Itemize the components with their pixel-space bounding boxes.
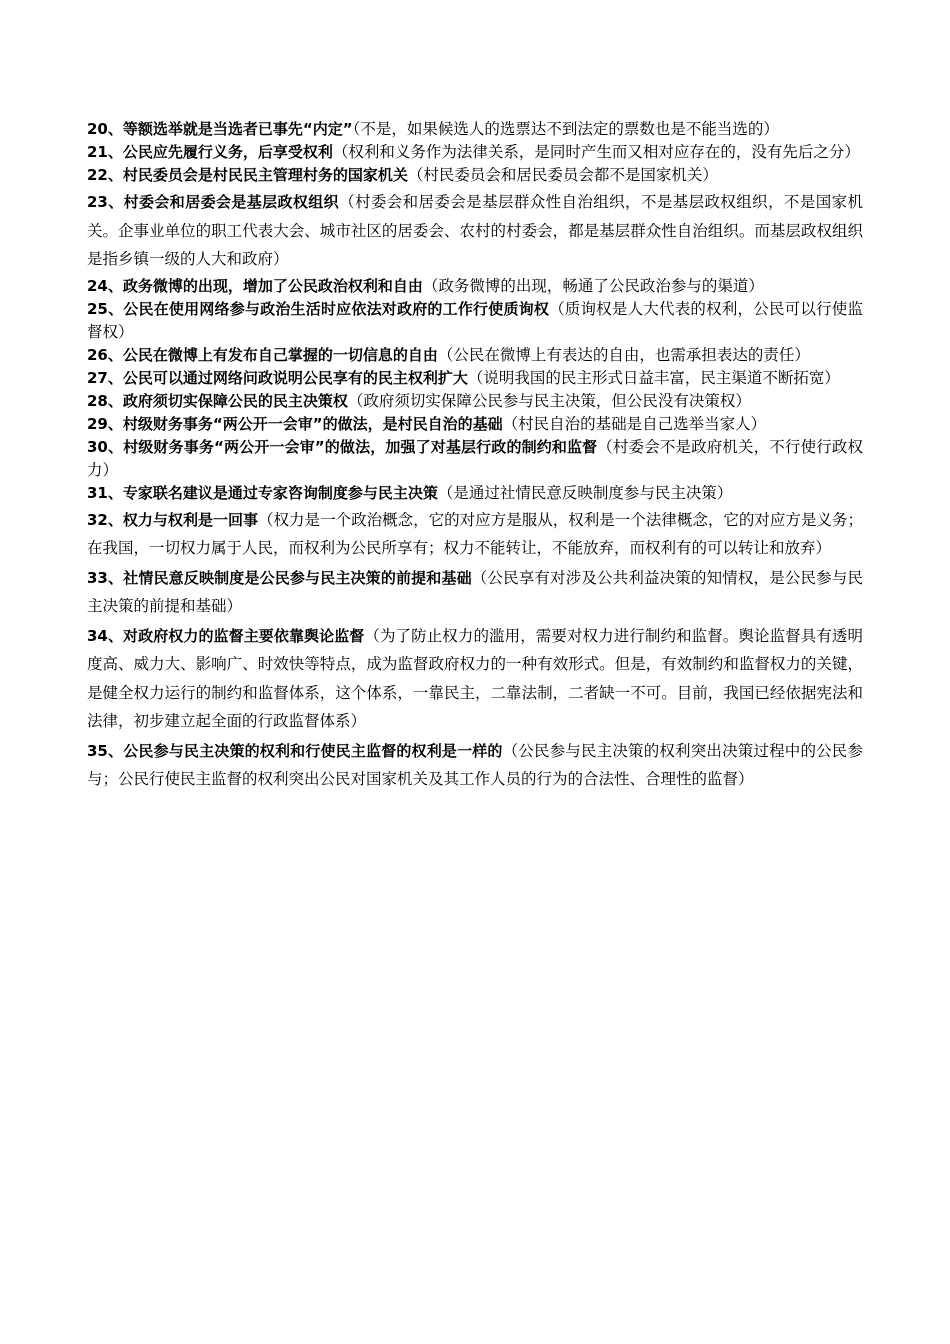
- explanation: （村委会不是政府机关，不行使行政权力）: [87, 437, 863, 479]
- document-body: [87, 118, 863, 795]
- explanation: （质询权是人大代表的权利，公民可以行使监督权）: [87, 299, 863, 341]
- explanation: （公民参与民主决策的权利突出决策过程中的公民参与；公民行使民主监督的权利突出公民对国家机关及其工作人员的行为的合法性、合理性的监督）: [87, 741, 863, 788]
- list-item: [87, 344, 863, 367]
- list-item: [87, 390, 863, 413]
- explanation: （村民自治的基础是自己选举当家人）: [502, 414, 767, 433]
- statement: 21、公民应先履行义务，后享受权利: [87, 143, 333, 161]
- list-item: [87, 188, 863, 274]
- explanation: （公民在微博上有表达的自由，也需承担表达的责任）: [437, 345, 810, 364]
- list-item: [87, 298, 863, 344]
- statement: 29、村级财务事务“两公开一会审”的做法，是村民自治的基础: [87, 414, 503, 433]
- statement: 22、村民委员会是村民民主管理村务的国家机关: [87, 166, 408, 184]
- statement: 31、专家联名建议是通过专家咨询制度参与民主决策: [87, 483, 438, 502]
- list-item: [87, 737, 863, 794]
- explanation: （公民享有对涉及公共利益决策的知情权，是公民参与民主决策的前提和基础）: [87, 568, 863, 615]
- explanation: （政府须切实保障公民参与民主决策，但公民没有决策权）: [347, 391, 751, 410]
- statement: 30、村级财务事务“两公开一会审”的做法，加强了对基层行政的制约和监督: [87, 437, 598, 456]
- list-item: [87, 564, 863, 621]
- statement: 24、政务微博的出现，增加了公民政治权利和自由: [87, 276, 423, 295]
- statement: 27、公民可以通过网络问政说明公民享有的民主权利扩大: [87, 368, 468, 387]
- list-item: [87, 118, 863, 141]
- statement: 25、公民在使用网络参与政治生活时应依法对政府的工作行使质询权: [87, 299, 550, 318]
- list-item: [87, 164, 863, 187]
- list-item: [87, 436, 863, 482]
- explanation: （是通过社情民意反映制度参与民主决策）: [437, 483, 733, 502]
- list-item: [87, 367, 863, 390]
- explanation: （权利和义务作为法律关系，是同时产生而又相对应存在的，没有先后之分）: [332, 143, 860, 161]
- statement: 33、社情民意反映制度是公民参与民主决策的前提和基础: [87, 568, 472, 587]
- list-item: [87, 413, 863, 436]
- list-item: [87, 482, 863, 505]
- explanation: （村民委员会和居民委员会都不是国家机关）: [407, 166, 718, 184]
- list-item: [87, 141, 863, 164]
- statement: 20、等额选举就是当选者已事先“内定”: [87, 120, 353, 138]
- explanation: （政务微博的出现，畅通了公民政治参与的渠道）: [422, 276, 764, 295]
- explanation: （权力是一个政治概念，它的对应方是服从，权利是一个法律概念，它的对应方是义务；在我国，一切权力属于人民，而权利为公民所享有；权力不能转让，不能放弃，而权利有的可以转让和放弃）: [87, 510, 863, 557]
- explanation: （说明我国的民主形式日益丰富，民主渠道不断拓宽）: [467, 368, 840, 387]
- statement: 35、公民参与民主决策的权利和行使民主监督的权利是一样的: [87, 741, 503, 760]
- explanation: （不是，如果候选人的选票达不到法定的票数也是不能当选的）: [352, 120, 779, 138]
- explanation: （村委会和居委会是基层群众性自治组织，不是基层政权组织，不是国家机关。企事业单位的职工代表大会、城市社区的居委会、农村的村委会，都是基层群众性自治组织。而基层政权组织是指乡镇一级的人大和政府）: [87, 193, 863, 268]
- statement: 34、对政府权力的监督主要依靠舆论监督: [87, 626, 365, 645]
- statement: 32、权力与权利是一回事: [87, 510, 259, 529]
- list-item: [87, 275, 863, 298]
- statement: 23、村委会和居委会是基层政权组织: [87, 193, 340, 211]
- list-item: [87, 506, 863, 563]
- statement: 28、政府须切实保障公民的民主决策权: [87, 391, 348, 410]
- explanation: （为了防止权力的滥用，需要对权力进行制约和监督。舆论监督具有透明度高、威力大、影响广、时效快等特点，成为监督政府权力的一种有效形式。但是，有效制约和监督权力的关键，是健全权力运行的制约和监督体系，这个体系，一靠民主，二靠法制，二者缺一不可。目前，我国已经依据宪法和法律，初步建立起全面的行政监督体系）: [87, 626, 863, 730]
- statement: 26、公民在微博上有发布自己掌握的一切信息的自由: [87, 345, 438, 364]
- list-item: [87, 622, 863, 736]
